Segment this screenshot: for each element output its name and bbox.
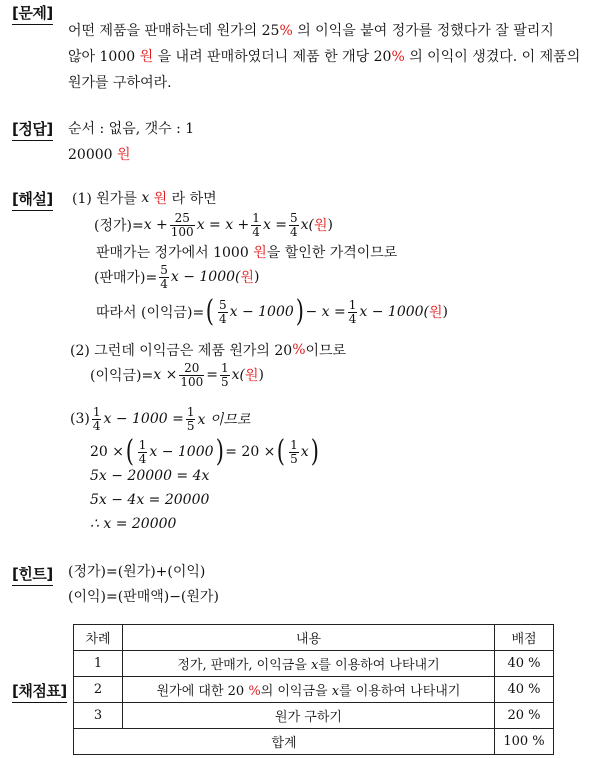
table-row: [74, 677, 554, 703]
rubric-header-content: 내용: [123, 625, 495, 651]
rubric-row-content: 원가 구하기: [123, 703, 495, 729]
rubric-total-score: 100 %: [495, 729, 554, 755]
rubric-header-no: 차례: [74, 625, 123, 651]
solution-step2-head: (2) 그런데 이익금은 제품 원가의 20 % 이므로: [70, 342, 347, 359]
rubric-row-score: 20 %: [495, 703, 554, 729]
rubric-header-row: [74, 625, 554, 651]
rubric-total-label: 합계: [74, 729, 495, 755]
rubric-row-content: 정가, 판매가, 이익금을 x를 이용하여 나타내기: [123, 651, 495, 677]
table-row: [74, 651, 554, 677]
solution-sale-expr: (판매가)= $\frac{5}{4}$ x − 1000( 원 ): [94, 262, 260, 291]
rubric-table: [73, 624, 554, 755]
solution-step2-expr: (이익금)= x × $\frac{20}{100}$ = $\frac{1}{5}$ x( 원 ): [90, 360, 264, 389]
solution-step3-line5: ∴ x = 20000: [90, 516, 177, 532]
solution-step3-line4: 5x − 4x = 20000: [90, 492, 210, 508]
solution-profit-expr: 따라서 (이익금)= ( $\frac{5}{4}$ x − 1000 ) − x = $\frac{1}{4}$ x − 1000( 원 ): [96, 294, 449, 329]
solution-price-expr: (정가)= x + $\frac{25}{100}$ x = x + $\frac{1}{4}$ x = $\frac{5}{4}$ x( 원 ): [94, 210, 334, 239]
solution-step3-line3: 5x − 20000 = 4x: [90, 468, 210, 484]
answer-label: [정답]: [12, 118, 53, 139]
rubric-label: [채점표]: [12, 680, 67, 701]
solution-step1-head: (1) 원가를 x 원 라 하면: [72, 190, 217, 207]
problem-label: [문제]: [12, 2, 53, 23]
hint-label: [힌트]: [12, 563, 53, 584]
rubric-header-score: 배점: [495, 625, 554, 651]
solution-step3-line2: 20 × ( $\frac{1}{4}$ x − 1000 ) = 20 × ( $\frac{1}{5}$ x ): [90, 434, 319, 469]
answer-value: 20000 원: [68, 147, 131, 163]
solution-label: [해설]: [12, 188, 53, 209]
problem-text: 어떤 제품을 판매하는데 원가의 25% 의 이익을 붙여 정가를 정했다가 잘 팔리지 않아 1000 원 을 내려 판매하였더니 제품 한 개당 20% 의 이익이 생겼다. 이 제품의 원가를 구하여라.: [68, 23, 581, 91]
hint-text: (정가)=(원가)+(이익) (이익)=(판매액)−(원가): [68, 564, 219, 605]
rubric-row-score: 40 %: [495, 677, 554, 703]
rubric-row-no: 1: [74, 651, 123, 677]
table-row: [74, 703, 554, 729]
answer-meta: 순서 : 없음, 갯수 : 1: [68, 121, 195, 137]
rubric-total-row: [74, 729, 554, 755]
rubric-row-content: 원가에 대한 20 %의 이익금을 x를 이용하여 나타내기: [123, 677, 495, 703]
rubric-row-no: 2: [74, 677, 123, 703]
rubric-row-score: 40 %: [495, 651, 554, 677]
solution-step3-head: (3) $\frac{1}{4}$ x − 1000 = $\frac{1}{5}$ x 이므로: [70, 404, 251, 433]
rubric-row-no: 3: [74, 703, 123, 729]
solution-sale-text: 판매가는 정가에서 1000 원 을 할인한 가격이므로: [96, 245, 398, 261]
